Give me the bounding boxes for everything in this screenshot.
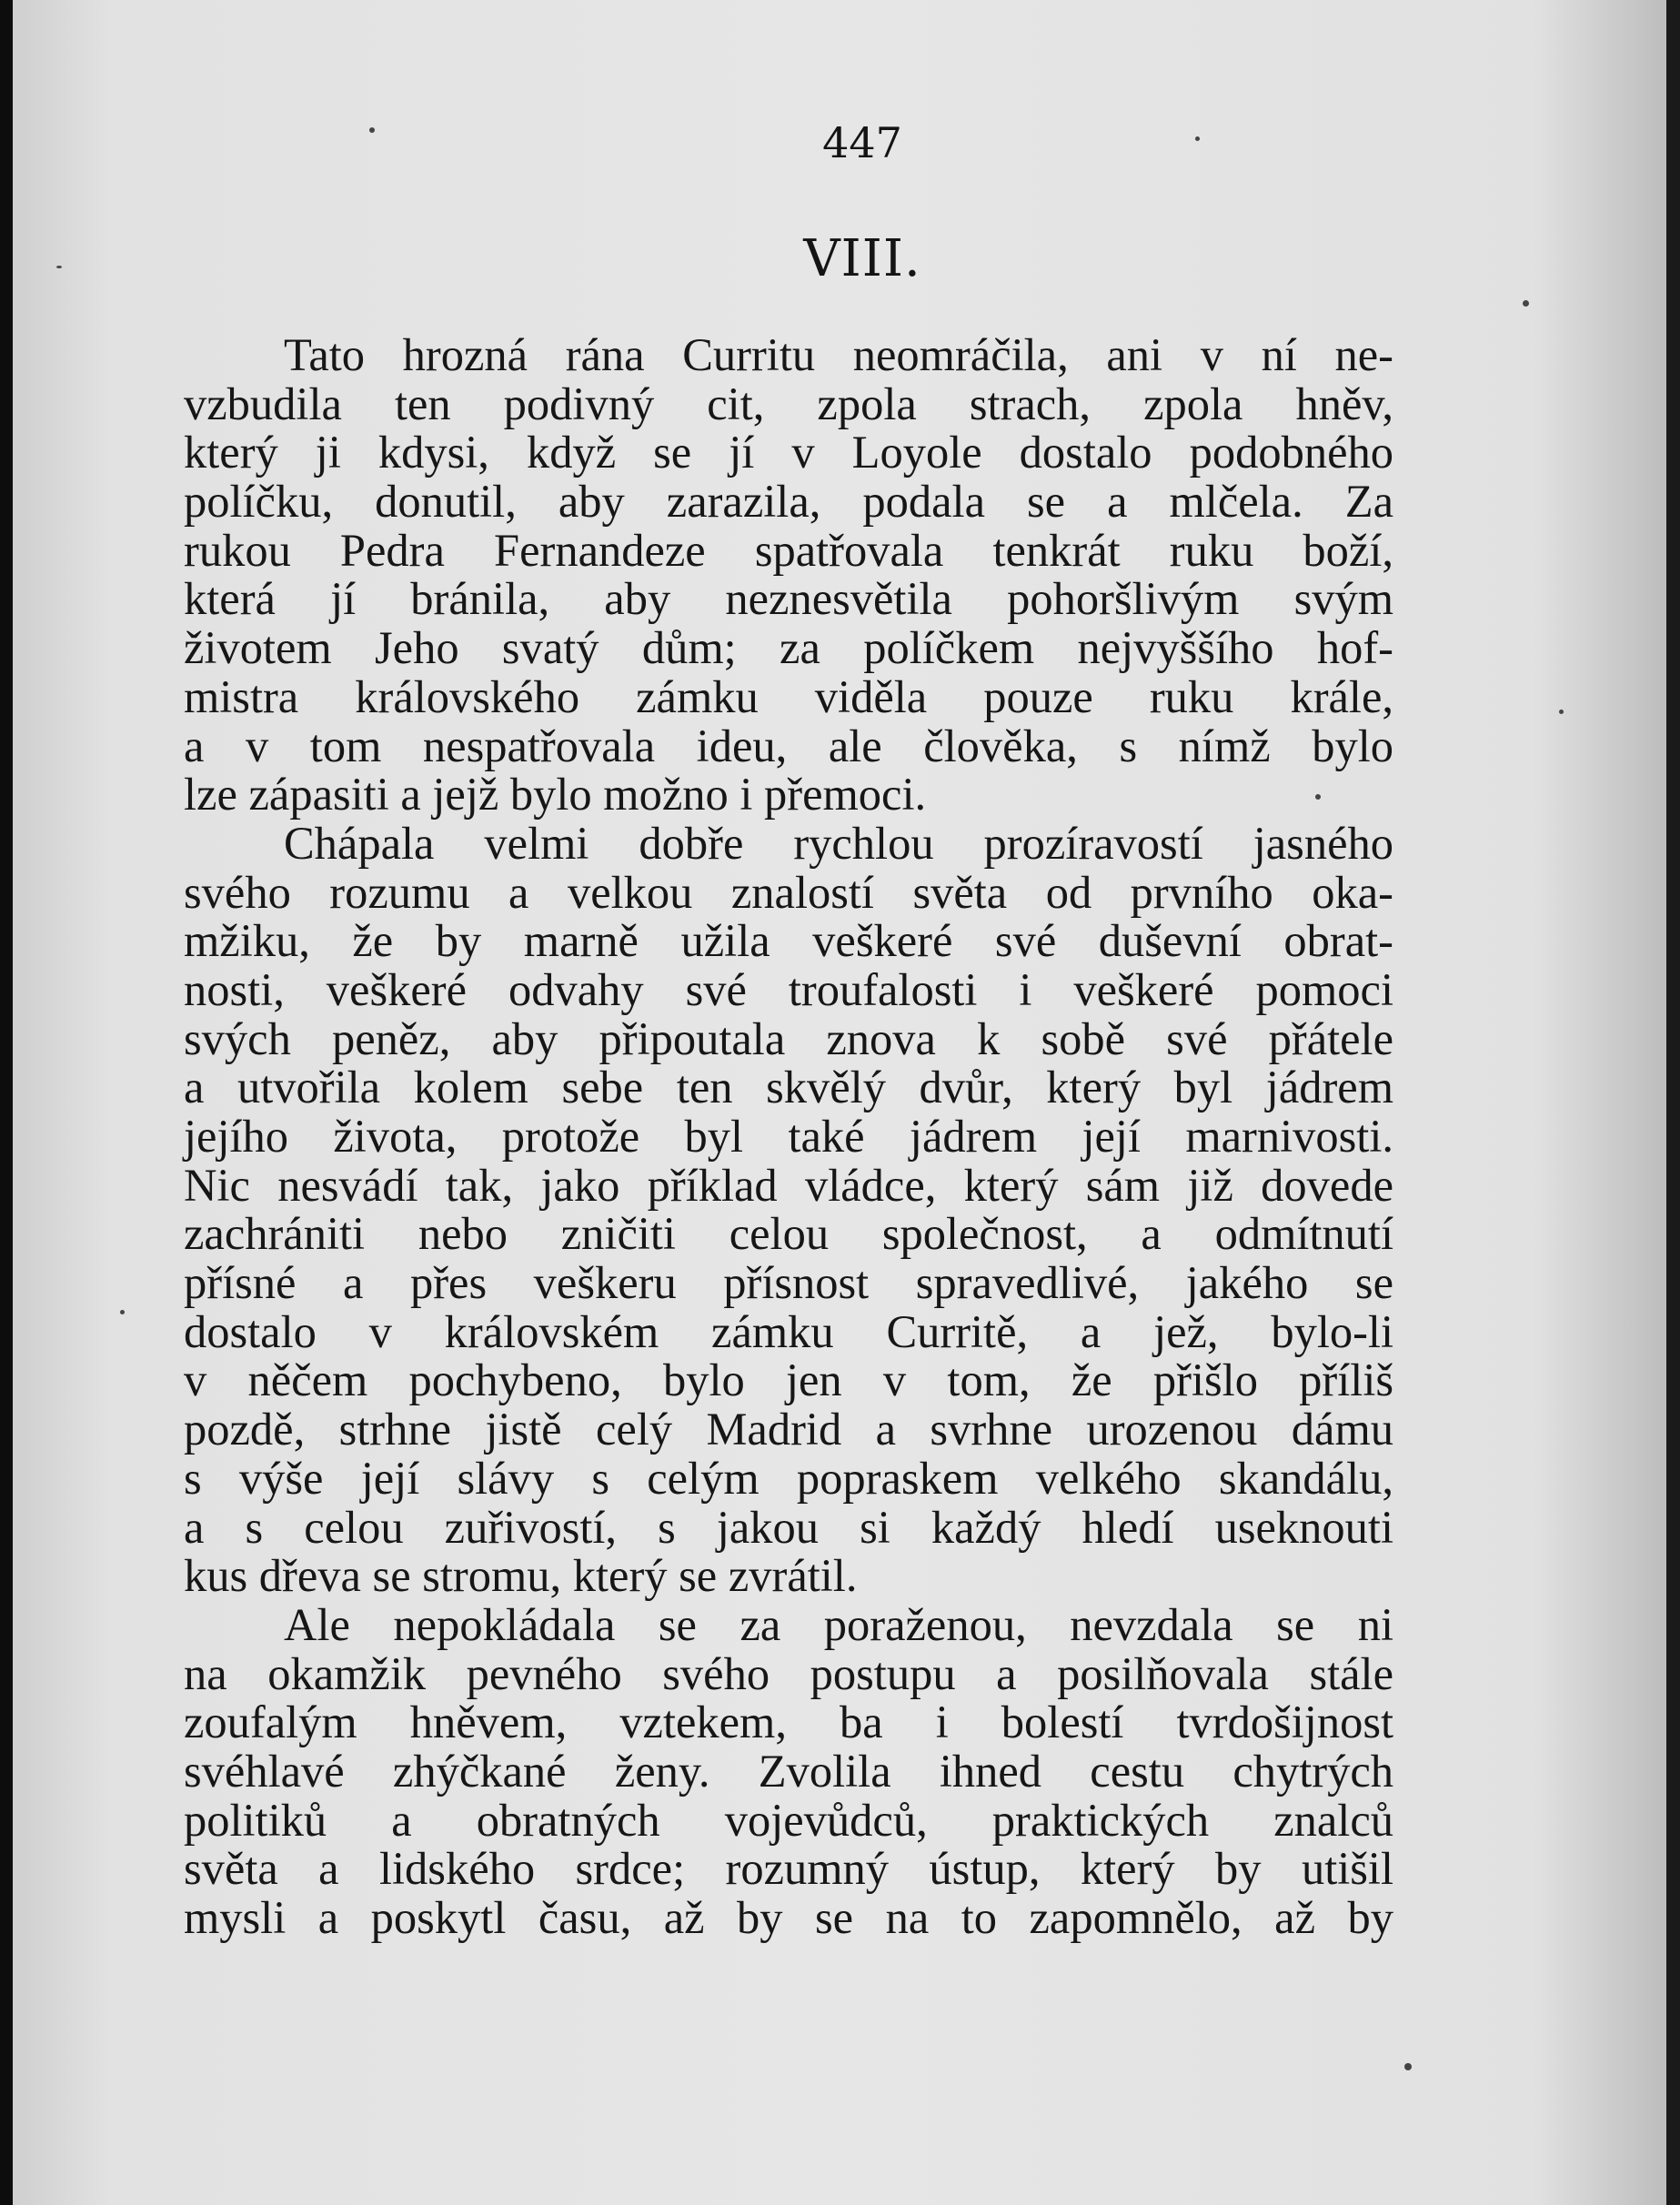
paper-speck [1404,2063,1412,2070]
text-line: v něčem pochybeno, bylo jen v tom, že přišlo příliš [184,1354,1393,1406]
paper-speck [56,266,62,268]
text-line: politiků a obratných vojevůdců, praktických znalců [184,1794,1393,1846]
text-line: Nic nesvádí tak, jako příklad vládce, který sám již dovede [184,1159,1393,1211]
text-line: nosti, veškeré odvahy své troufalosti i veškeré pomoci [184,963,1393,1015]
paper-speck [1315,794,1321,800]
paper-speck [120,1310,125,1314]
text-line: svého rozumu a velkou znalostí světa od prvního oka- [184,866,1393,918]
text-line: světa a lidského srdce; rozumný ústup, který by utišil [184,1843,1393,1895]
chapter-heading: VIII. [803,229,921,288]
paper-speck [1195,136,1200,141]
paper-speck [1523,300,1529,307]
text-line: a s celou zuřivostí, s jakou si každý hledí useknouti [184,1501,1393,1553]
text-line: zoufalým hněvem, vztekem, ba i bolestí tvrdošijnost [184,1697,1393,1748]
book-spine-shadow [0,0,13,2205]
text-line: s výše její slávy s celým popraskem velkého skandálu, [184,1452,1393,1504]
text-line: který ji kdysi, když se jí v Loyole dostalo podobného [184,427,1393,478]
text-line: Tato hrozná rána Curritu neomráčila, ani v ní ne- [284,329,1393,380]
text-line: mžiku, že by marně užila veškeré své duševní obrat- [184,915,1393,967]
text-line: mysli a poskytl času, až by se na to zapomnělo, až by [184,1892,1393,1943]
text-line: lze zápasiti a jejž bylo možno i přemoci. [184,769,927,821]
text-line: zachrániti nebo zničiti celou společnost, a odmítnutí [184,1208,1393,1260]
text-line: a v tom nespatřovala ideu, ale člověka, s nímž bylo [184,720,1393,771]
paper-speck [369,127,375,133]
book-page [13,0,1666,2205]
text-line: a utvořila kolem sebe ten skvělý dvůr, který byl jádrem [184,1062,1393,1113]
text-line: svých peněz, aby připoutala znova k sobě své přátele [184,1012,1393,1064]
text-line: jejího života, protože byl také jádrem její marnivosti. [184,1111,1393,1162]
text-line: na okamžik pevného svého postupu a posilňovala stále [184,1647,1393,1699]
text-line: mistra královského zámku viděla pouze ruku krále, [184,670,1393,722]
text-line: která jí bránila, aby neznesvětila pohoršlivým svým [184,573,1393,625]
paper-speck [1559,710,1564,714]
text-line: kus dřeva se stromu, který se zvrátil. [184,1550,858,1602]
text-line: pozdě, strhne jistě celý Madrid a svrhne urozenou dámu [184,1404,1393,1455]
text-line: políčku, donutil, aby zarazila, podala se a mlčela. Za [184,476,1393,528]
page-number: 447 [822,118,902,167]
text-line: Chápala velmi dobře rychlou prozíravostí jasného [284,817,1393,869]
text-line: přísné a přes veškeru přísnost spravedlivé, jakého se [184,1257,1393,1309]
text-line: svéhlavé zhýčkané ženy. Zvolila ihned cestu chytrých [184,1745,1393,1797]
text-line: rukou Pedra Fernandeze spatřovala tenkrát ruku boží, [184,524,1393,576]
text-line: vzbudila ten podivný cit, zpola strach, zpola hněv, [184,378,1393,429]
text-line: Ale nepokládala se za poraženou, nevzdala se ni [284,1598,1393,1650]
body-text [184,331,1393,1943]
text-line: dostalo v královském zámku Curritě, a jež, bylo-li [184,1305,1393,1357]
text-line: životem Jeho svatý dům; za políčkem nejvyššího hof- [184,622,1393,674]
